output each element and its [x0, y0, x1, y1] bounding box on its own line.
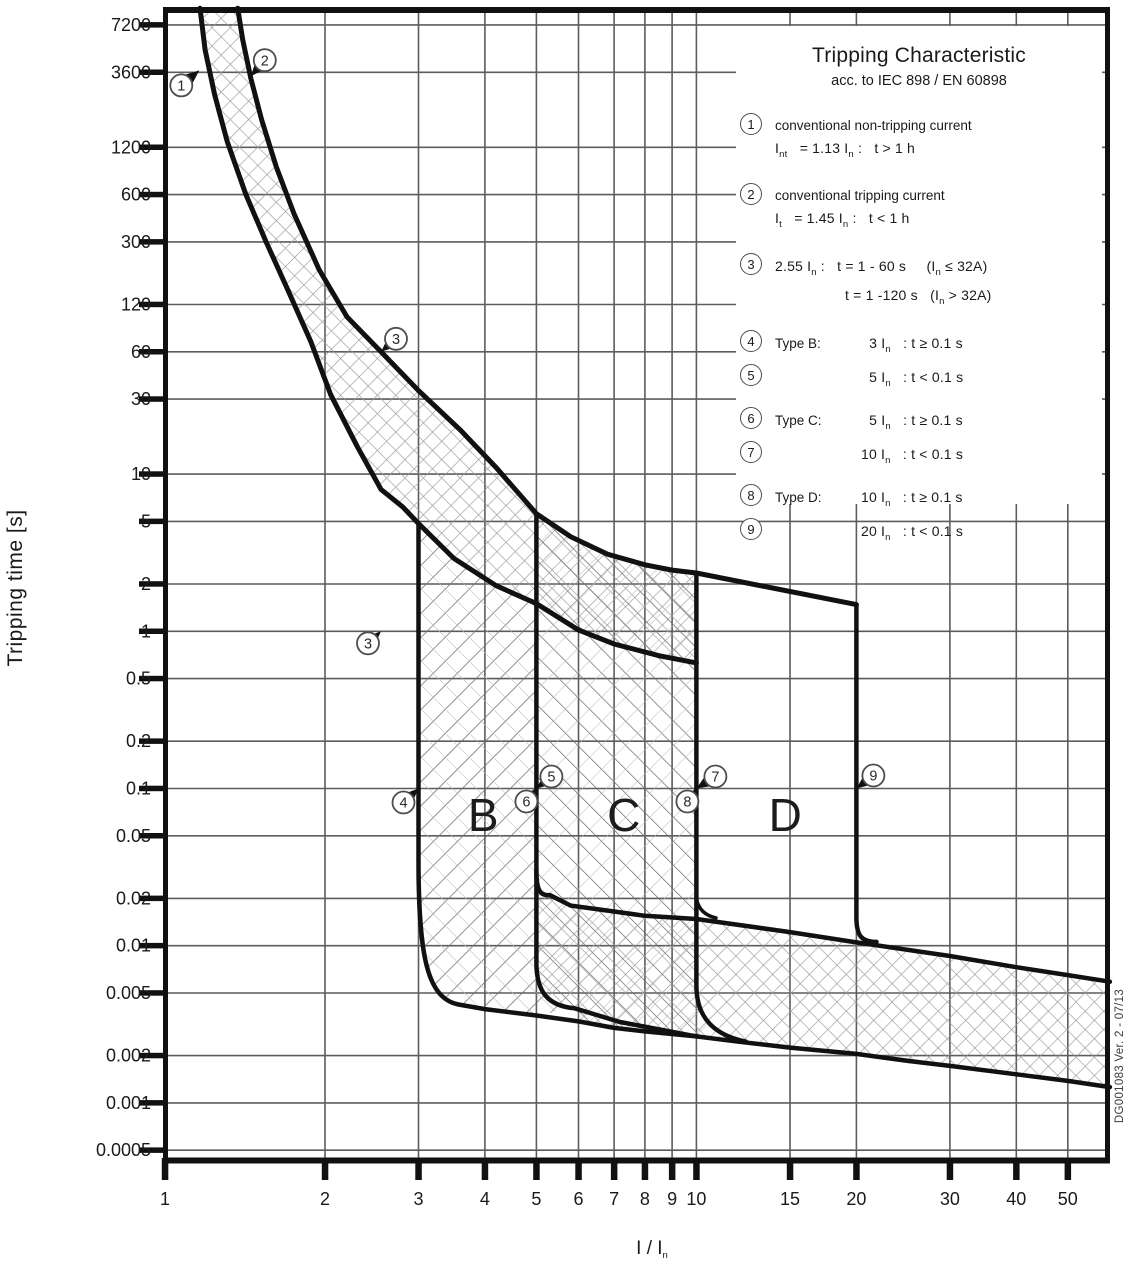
marker-3-2 — [381, 328, 407, 352]
legend-number-3: 3 — [740, 253, 762, 275]
svg-text:3: 3 — [391, 332, 401, 348]
svg-text:60: 60 — [130, 341, 151, 362]
y-axis-title: Tripping time [s] — [4, 509, 27, 667]
svg-text:1: 1 — [140, 621, 151, 642]
svg-text:5: 5 — [531, 1189, 542, 1209]
svg-text:300: 300 — [120, 231, 151, 252]
svg-text:20: 20 — [846, 1189, 867, 1209]
svg-text:3: 3 — [363, 636, 373, 653]
svg-text:0.02: 0.02 — [115, 888, 151, 909]
svg-text:1: 1 — [159, 1189, 171, 1209]
chart-title: Tripping Characteristic — [812, 44, 1026, 67]
svg-text:2: 2 — [140, 574, 151, 594]
svg-text:10: 10 — [130, 464, 151, 485]
svg-text:3: 3 — [413, 1189, 424, 1209]
svg-text:4: 4 — [479, 1189, 490, 1209]
svg-text:1200: 1200 — [110, 137, 151, 158]
legend-item-6 — [740, 409, 1102, 438]
svg-text:7200: 7200 — [110, 14, 151, 35]
svg-text:7: 7 — [609, 1189, 620, 1209]
region-label-C: C — [607, 788, 641, 841]
legend-item-7 — [740, 443, 1102, 472]
marker-3-3 — [357, 631, 381, 654]
svg-text:9: 9 — [869, 768, 878, 785]
svg-text:40: 40 — [1006, 1189, 1027, 1209]
svg-text:2: 2 — [319, 1189, 331, 1209]
legend-item-3 — [740, 255, 1102, 313]
marker-1-0 — [170, 70, 199, 96]
band-branch-10 — [696, 898, 716, 918]
legend-text-1: conventional non-tripping current $I_{nt} = 1.13$ $I_n$ : t > 1 h — [775, 118, 972, 160]
svg-text:8: 8 — [683, 794, 692, 811]
document-id: DG001083 Ver. 2 - 07/13 — [1114, 988, 1126, 1124]
chart-subtitle: acc. to IEC 898 / EN 60898 — [831, 73, 1007, 89]
svg-text:8: 8 — [639, 1189, 650, 1209]
svg-text:0.0005: 0.0005 — [95, 1140, 151, 1161]
svg-text:120: 120 — [120, 294, 151, 315]
region-label-D: D — [768, 788, 802, 841]
x-axis-ticks — [160, 1158, 1078, 1209]
legend-item-2 — [740, 185, 1102, 236]
svg-text:0.01: 0.01 — [115, 935, 151, 956]
svg-text:0.05: 0.05 — [115, 825, 151, 846]
legend-text-8: Type D: 10 $I_n$ : t ≥ 0.1 s — [775, 489, 963, 509]
legend-item-8 — [740, 486, 1102, 515]
svg-text:0.002: 0.002 — [105, 1045, 151, 1066]
x-axis-title: I / $I_n$ — [636, 1238, 668, 1261]
legend-number-1: 1 — [740, 113, 762, 135]
legend-text-2: conventional tripping current $I_t = 1.45$ $I_n$ : t < 1 h — [775, 188, 945, 230]
y-axis-ticks — [96, 15, 167, 1160]
svg-text:50: 50 — [1057, 1189, 1078, 1209]
svg-text:4: 4 — [399, 795, 408, 812]
legend-number-8: 8 — [740, 484, 762, 506]
region-label-B: B — [467, 788, 499, 841]
svg-text:2: 2 — [260, 53, 269, 70]
svg-text:15: 15 — [779, 1189, 801, 1209]
legend-number-5: 5 — [740, 364, 762, 386]
svg-text:7: 7 — [711, 769, 720, 786]
legend-text-9: 20 $I_n$ : t < 0.1 s — [861, 523, 964, 543]
legend-text-4: Type B: 3 $I_n$ : t ≥ 0.1 s — [775, 335, 963, 355]
svg-text:6: 6 — [573, 1189, 584, 1209]
legend-item-1 — [740, 115, 1102, 166]
legend — [736, 26, 1102, 543]
svg-text:0.005: 0.005 — [105, 983, 151, 1003]
svg-text:0.2: 0.2 — [125, 731, 151, 752]
legend-item-9 — [740, 520, 1102, 549]
legend-text-6: Type C: 5 $I_n$ : t ≥ 0.1 s — [775, 412, 963, 432]
marker-4-4 — [393, 789, 419, 814]
svg-text:9: 9 — [667, 1189, 678, 1209]
legend-text-5: 5 $I_n$ : t < 0.1 s — [861, 369, 964, 389]
svg-text:1: 1 — [177, 78, 186, 95]
svg-text:0.5: 0.5 — [125, 668, 151, 689]
marker-7-7 — [696, 766, 726, 789]
legend-number-7: 7 — [740, 441, 762, 463]
legend-item-5 — [740, 366, 1102, 395]
marker-9-9 — [856, 765, 884, 789]
legend-number-9: 9 — [740, 518, 762, 540]
svg-text:5: 5 — [547, 769, 556, 786]
svg-text:30: 30 — [130, 389, 151, 410]
svg-text:3600: 3600 — [110, 62, 151, 83]
svg-text:600: 600 — [120, 184, 151, 205]
legend-text-3: 2.55 $I_n$ : t = 1 - 60 s $(I_n \le 32A)$ t = 1 -120 s $(I_n > 32A)$ — [775, 258, 992, 307]
legend-items — [736, 115, 1102, 549]
svg-text:10: 10 — [686, 1189, 707, 1209]
legend-text-7: 10 $I_n$ : t < 0.1 s — [861, 446, 964, 466]
svg-text:0.001: 0.001 — [105, 1092, 151, 1113]
svg-text:5: 5 — [140, 511, 151, 532]
svg-text:30: 30 — [939, 1189, 960, 1209]
svg-text:0.1: 0.1 — [125, 778, 151, 799]
legend-number-2: 2 — [740, 183, 762, 205]
legend-number-6: 6 — [740, 407, 762, 429]
svg-text:6: 6 — [522, 794, 531, 811]
legend-number-4: 4 — [740, 330, 762, 352]
legend-item-4 — [740, 332, 1102, 361]
